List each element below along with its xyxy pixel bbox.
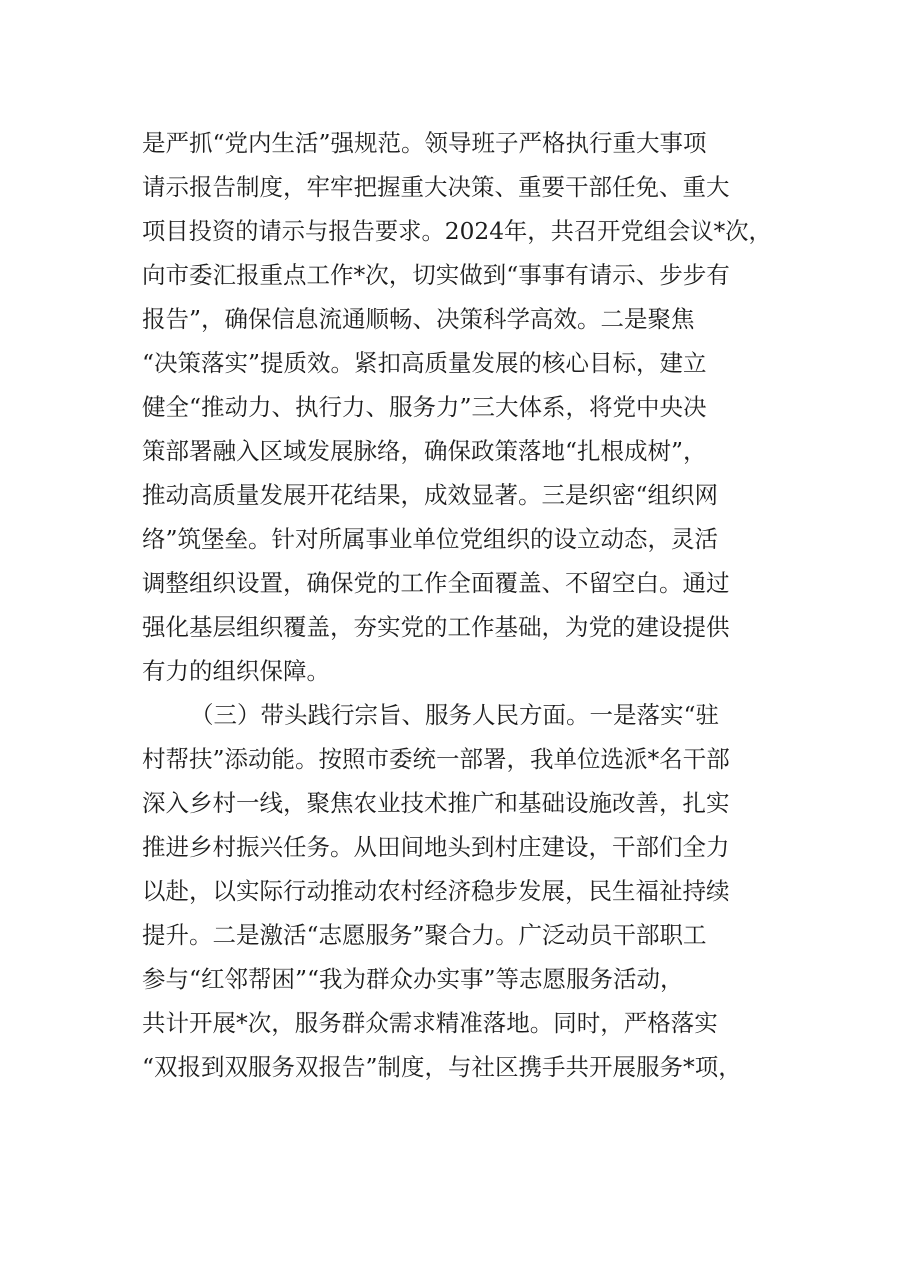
text-line: 以赴，以实际行动推动农村经济稳步发展，民生福祉持续 — [142, 877, 730, 905]
text-line: 健全“推动力、执行力、服务力”三大体系，将党中央决 — [142, 393, 707, 421]
text-line: 有力的组织保障。 — [142, 657, 330, 685]
text-line: 是严抓“党内生活”强规范。领导班子严格执行重大事项 — [142, 129, 707, 157]
text-line: 络”筑堡垒。针对所属事业单位党组织的设立动态，灵活 — [142, 525, 719, 553]
text-line: 村帮扶”添动能。按照市委统一部署，我单位选派*名干部 — [142, 745, 730, 773]
text-line: 推动高质量发展开花结果，成效显著。三是织密“组织网 — [142, 481, 719, 509]
text-line: 提升。二是激活“志愿服务”聚合力。广泛动员干部职工 — [142, 921, 707, 949]
text-line: “双报到双服务双报告”制度，与社区携手共开展服务*项， — [142, 1053, 742, 1081]
text-line: 项目投资的请示与报告要求。2024年，共召开党组会议*次， — [142, 217, 772, 245]
section-heading-line: （三）带头践行宗旨、服务人民方面。一是落实“驻 — [190, 701, 720, 729]
text-line: 策部署融入区域发展脉络，确保政策落地“扎根成树”， — [142, 437, 707, 465]
text-line: “决策落实”提质效。紧扣高质量发展的核心目标，建立 — [142, 349, 707, 377]
text-line: 请示报告制度，牢牢把握重大决策、重要干部任免、重大 — [142, 173, 730, 201]
text-line: 报告”，确保信息流通顺畅、决策科学高效。二是聚焦 — [142, 305, 695, 333]
text-line: 共计开展*次，服务群众需求精准落地。同时，严格落实 — [142, 1009, 718, 1037]
text-line: 向市委汇报重点工作*次，切实做到“事事有请示、步步有 — [142, 261, 730, 289]
text-line: 调整组织设置，确保党的工作全面覆盖、不留空白。通过 — [142, 569, 730, 597]
text-line: 强化基层组织覆盖，夯实党的工作基础，为党的建设提供 — [142, 613, 730, 641]
text-line: 推进乡村振兴任务。从田间地头到村庄建设，干部们全力 — [142, 833, 730, 861]
text-line: 参与“红邻帮困”“我为群众办实事”等志愿服务活动， — [142, 965, 684, 993]
text-line: 深入乡村一线，聚焦农业技术推广和基础设施改善，扎实 — [142, 789, 730, 817]
